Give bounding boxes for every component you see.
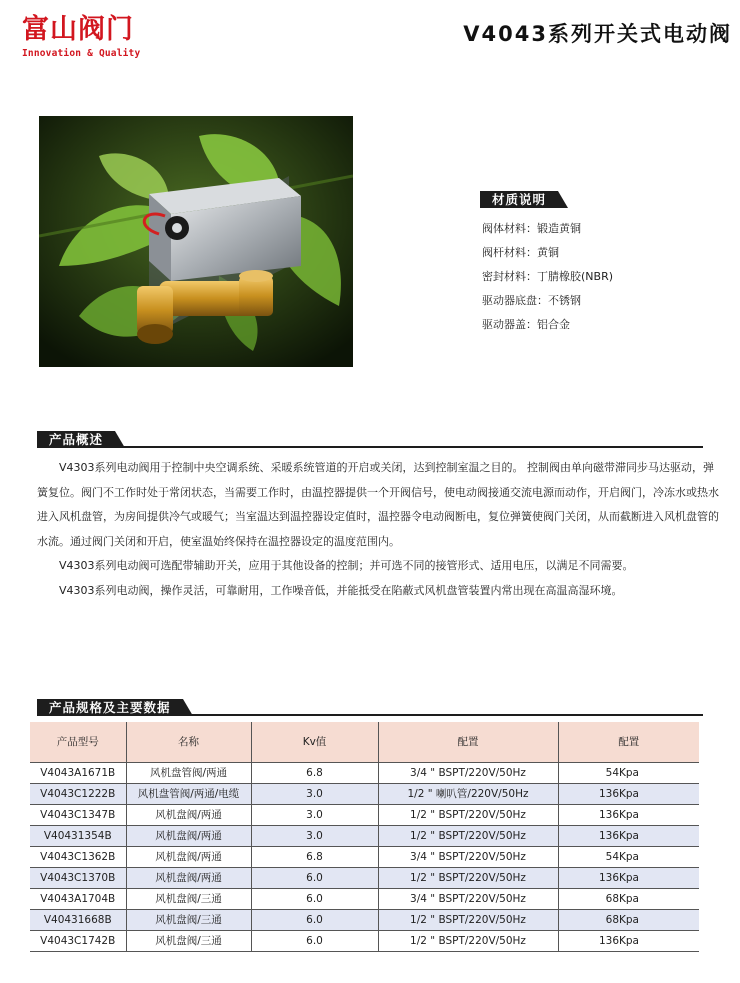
cell-name: 风机盘阀/两通 bbox=[126, 867, 251, 888]
cell-name: 风机盘阀/两通 bbox=[126, 825, 251, 846]
valve-illustration bbox=[39, 116, 353, 367]
cell-name: 风机盘管阀/两通 bbox=[126, 762, 251, 783]
table-row bbox=[30, 762, 699, 783]
overview-paragraph: V4303系列电动阀，操作灵活，可靠耐用，工作噪音低，并能抵受在陷蔽式风机盘管装置内常出现在高温高湿环境。 bbox=[59, 583, 623, 597]
cell-config: 1/2 " BSPT/220V/50Hz bbox=[378, 825, 558, 846]
cell-kv: 6.0 bbox=[251, 888, 378, 909]
cell-kv: 6.0 bbox=[251, 909, 378, 930]
cell-model: V4043C1742B bbox=[30, 930, 126, 951]
spec-table bbox=[30, 722, 699, 952]
cell-model: V4043A1671B bbox=[30, 762, 126, 783]
cell-pressure: 136Kpa bbox=[558, 867, 699, 888]
cell-model: V40431354B bbox=[30, 825, 126, 846]
cell-config: 1/2 " BSPT/220V/50Hz bbox=[378, 867, 558, 888]
column-header-name: 名称 bbox=[126, 722, 251, 762]
cell-kv: 6.0 bbox=[251, 867, 378, 888]
cell-model: V4043C1222B bbox=[30, 783, 126, 804]
cell-model: V4043A1704B bbox=[30, 888, 126, 909]
table-row bbox=[30, 930, 699, 951]
table-row bbox=[30, 867, 699, 888]
overview-text bbox=[37, 456, 721, 603]
cell-name: 风机盘管阀/两通/电缆 bbox=[126, 783, 251, 804]
cell-kv: 3.0 bbox=[251, 804, 378, 825]
table-row bbox=[30, 804, 699, 825]
cell-pressure: 136Kpa bbox=[558, 930, 699, 951]
column-header-kv: Kv值 bbox=[251, 722, 378, 762]
cell-kv: 6.0 bbox=[251, 930, 378, 951]
cell-pressure: 136Kpa bbox=[558, 804, 699, 825]
cell-config: 1/2 " BSPT/220V/50Hz bbox=[378, 909, 558, 930]
cell-model: V4043C1347B bbox=[30, 804, 126, 825]
cell-pressure: 54Kpa bbox=[558, 846, 699, 867]
cell-name: 风机盘阀/三通 bbox=[126, 888, 251, 909]
column-header-config: 配置 bbox=[378, 722, 558, 762]
cell-model: V4043C1370B bbox=[30, 867, 126, 888]
column-header-model: 产品型号 bbox=[30, 722, 126, 762]
overview-paragraph: V4303系列电动阀用于控制中央空调系统、采暖系统管道的开启或关闭，达到控制室温之目的。 控制阀由单向磁带滞同步马达驱动，弹簧复位。阀门不工作时处于常闭状态，当需要工作时，由温控器提供一个开阀信号，使电动阀接通交流电源而动作，开启阀门，冷冻水或热水进入风机盘管，为房间提供冷气或暖气；当室温达到温控器设定值时，温控器令电动阀断电，复位弹簧使阀门关闭，从而截断进入风机盘管的水流。通过阀门关闭和开启，使室温始终保持在温控器设定的温度范围内。 bbox=[37, 461, 719, 548]
table-row bbox=[30, 846, 699, 867]
material-item: 驱动器盖：铝合金 bbox=[482, 318, 570, 331]
cell-config: 3/4 " BSPT/220V/50Hz bbox=[378, 888, 558, 909]
cell-pressure: 136Kpa bbox=[558, 825, 699, 846]
table-row bbox=[30, 888, 699, 909]
product-photo bbox=[39, 116, 353, 367]
brand-logo bbox=[22, 14, 140, 59]
cell-name: 风机盘阀/两通 bbox=[126, 846, 251, 867]
cell-config: 1/2 " BSPT/220V/50Hz bbox=[378, 930, 558, 951]
cell-kv: 3.0 bbox=[251, 783, 378, 804]
overview-heading: 产品概述 bbox=[37, 431, 115, 448]
overview-paragraph: V4303系列电动阀可选配带辅助开关，应用于其他设备的控制；并可选不同的接管形式、适用电压，以满足不同需要。 bbox=[59, 559, 634, 572]
table-row bbox=[30, 825, 699, 846]
page-title: V4043系列开关式电动阀 bbox=[463, 22, 732, 46]
material-item: 密封材料：丁腈橡胶(NBR) bbox=[482, 270, 614, 283]
cell-pressure: 136Kpa bbox=[558, 783, 699, 804]
cell-kv: 3.0 bbox=[251, 825, 378, 846]
cell-model: V40431668B bbox=[30, 909, 126, 930]
column-header-pressure: 配置 bbox=[558, 722, 699, 762]
overview-divider bbox=[37, 446, 703, 448]
cell-pressure: 54Kpa bbox=[558, 762, 699, 783]
table-row bbox=[30, 783, 699, 804]
cell-model: V4043C1362B bbox=[30, 846, 126, 867]
cell-name: 风机盘阀/三通 bbox=[126, 909, 251, 930]
brand-name-cn: 富山阀门 bbox=[22, 14, 134, 45]
material-item: 阀杆材料：黄铜 bbox=[482, 246, 559, 259]
cell-kv: 6.8 bbox=[251, 762, 378, 783]
materials-list bbox=[482, 220, 613, 340]
cell-config: 1/2 " BSPT/220V/50Hz bbox=[378, 804, 558, 825]
cell-pressure: 68Kpa bbox=[558, 909, 699, 930]
cell-name: 风机盘阀/两通 bbox=[126, 804, 251, 825]
cell-pressure: 68Kpa bbox=[558, 888, 699, 909]
material-item: 阀体材料：锻造黄铜 bbox=[482, 222, 581, 235]
cell-config: 3/4 " BSPT/220V/50Hz bbox=[378, 762, 558, 783]
materials-heading: 材质说明 bbox=[480, 191, 558, 208]
brand-slogan: Innovation & Quality bbox=[22, 48, 141, 59]
specs-heading: 产品规格及主要数据 bbox=[37, 699, 183, 716]
table-row bbox=[30, 909, 699, 930]
cell-kv: 6.8 bbox=[251, 846, 378, 867]
spec-table-header bbox=[30, 722, 699, 762]
cell-name: 风机盘阀/三通 bbox=[126, 930, 251, 951]
cell-config: 3/4 " BSPT/220V/50Hz bbox=[378, 846, 558, 867]
cell-config: 1/2 " 喇叭管/220V/50Hz bbox=[378, 783, 558, 804]
material-item: 驱动器底盘：不锈钢 bbox=[482, 294, 581, 307]
